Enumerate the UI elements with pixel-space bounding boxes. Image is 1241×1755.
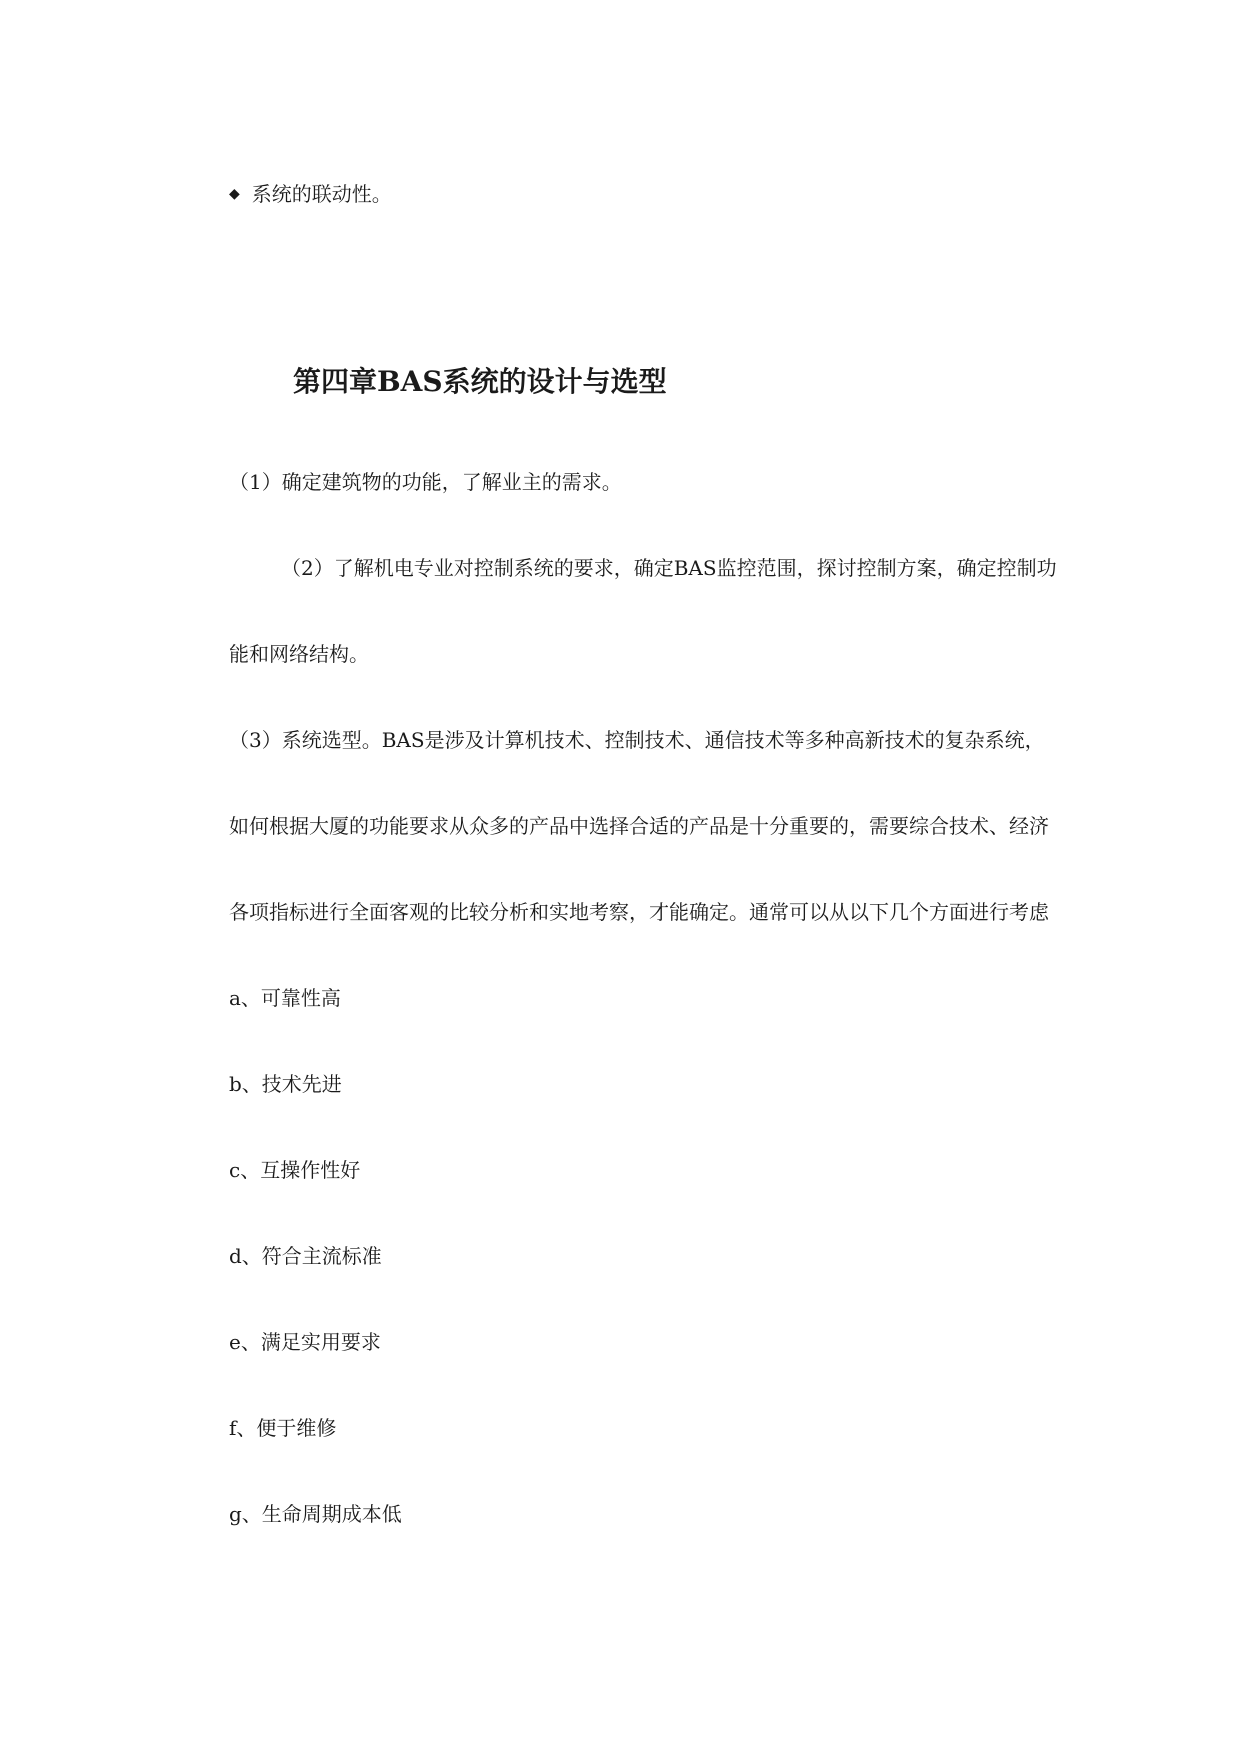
paragraph-3-line-3: 各项指标进行全面客观的比较分析和实地考察，才能确定。通常可以从以下几个方面进行考虑 bbox=[229, 900, 1049, 924]
paragraph-2-line-1: （2）了解机电专业对控制系统的要求，确定BAS监控范围，探讨控制方案，确定控制功 bbox=[281, 556, 1057, 580]
paragraph-2-line-2: 能和网络结构。 bbox=[229, 642, 369, 666]
criteria-item-e: e、满足实用要求 bbox=[229, 1330, 381, 1354]
diamond-bullet-icon: ◆ bbox=[229, 185, 240, 202]
criteria-item-f: f、便于维修 bbox=[229, 1416, 337, 1440]
criteria-item-g: g、生命周期成本低 bbox=[229, 1502, 402, 1526]
criteria-item-d: d、符合主流标准 bbox=[229, 1244, 382, 1268]
criteria-item-b: b、技术先进 bbox=[229, 1072, 342, 1096]
paragraph-1: （1）确定建筑物的功能，了解业主的需求。 bbox=[229, 470, 622, 494]
paragraph-3-line-1: （3）系统选型。BAS是涉及计算机技术、控制技术、通信技术等多种高新技术的复杂系统， bbox=[229, 728, 1045, 752]
criteria-item-c: c、互操作性好 bbox=[229, 1158, 361, 1182]
criteria-item-a: a、可靠性高 bbox=[229, 986, 341, 1010]
chapter-title: 第四章BAS系统的设计与选型 bbox=[293, 365, 667, 398]
bullet-item bbox=[229, 180, 392, 210]
bullet-item-text: 系统的联动性。 bbox=[251, 182, 392, 206]
paragraph-3-line-2: 如何根据大厦的功能要求从众多的产品中选择合适的产品是十分重要的，需要综合技术、经济 bbox=[229, 814, 1049, 838]
